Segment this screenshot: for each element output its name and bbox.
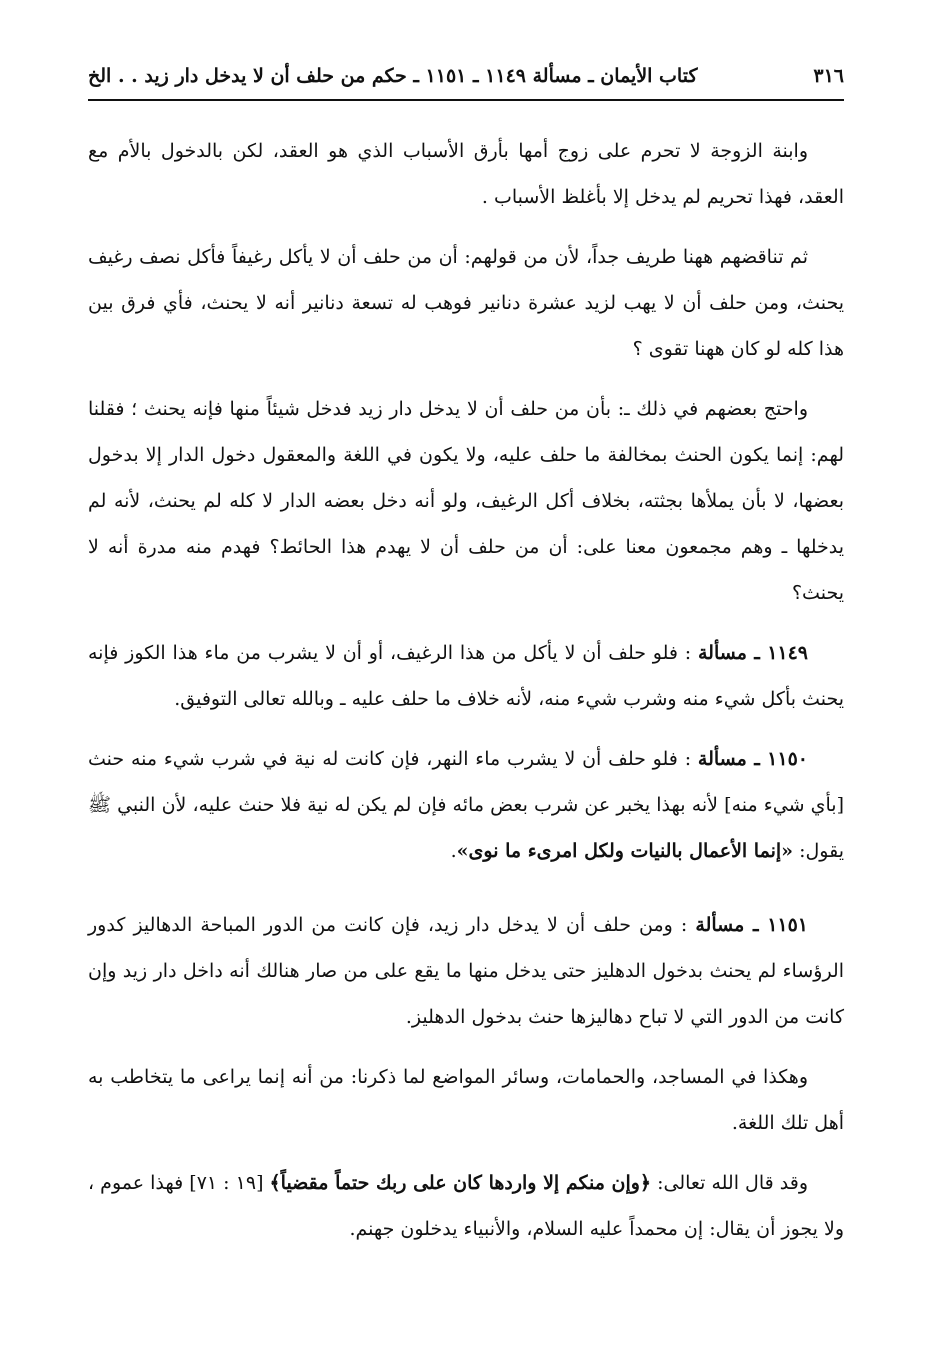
page-number: ٣١٦ <box>813 65 844 87</box>
issue-1149 <box>88 630 844 722</box>
paragraph-3 <box>88 386 844 616</box>
issue-1150 <box>88 736 844 874</box>
issue-label: ١١٤٩ ـ مسألة <box>697 642 809 664</box>
issue-label: ١١٥١ ـ مسألة <box>695 914 809 936</box>
paragraph-7 <box>88 1054 844 1146</box>
running-title: كتاب الأيمان ـ مسألة ١١٤٩ ـ ١١٥١ ـ حكم من حلف أن لا يدخل دار زيد . . الخ <box>88 65 698 87</box>
paragraph-tail: [١٩ : ٧١] فهذا عموم ، ولا يجوز أن يقال: إن محمداً عليه السلام، والأنبياء يدخلون جهنم. <box>88 1172 844 1240</box>
paragraph-1 <box>88 128 844 220</box>
hadith-quote: «إنما الأعمال بالنيات ولكل امرىء ما نوى» <box>456 840 794 862</box>
paragraph-text: : فلو حلف أن لا يشرب ماء النهر، فإن كانت له نية في شرب شيء منه حنث [بأي شيء منه] لأنه بهذا يخبر عن شرب بعض مائه فإن لم يكن له نية فلا حنث عليه، لأن النبي ﷺ يقول: <box>88 748 844 862</box>
paragraph-8 <box>88 1160 844 1252</box>
paragraph-text: : ومن حلف أن لا يدخل دار زيد، فإن كانت من الدور المباحة الدهاليز كدور الرؤساء لم يحنث بدخول الدهليز حتى يدخل منها ما يقع على من صار هنالك أنه داخل دار زيد وإن كانت من الدور التي لا تباح دهاليزها حنث بدخول الدهليز. <box>88 914 844 1028</box>
paragraph-text: ثم تناقضهم ههنا طريف جداً، لأن من قولهم: أن من حلف أن لا يأكل رغيفاً فأكل نصف رغيف يحنث، ومن حلف أن لا يهب لزيد عشرة دنانير فوهب له تسعة دنانير أنه لا يحنث، فأي فرق بين هذا كله لو كان ههنا تقوى ؟ <box>88 246 844 360</box>
quran-quote: ﴿وإن منكم إلا واردها كان على ربك حتماً مقضياً﴾ <box>269 1172 652 1194</box>
paragraph-text: وهكذا في المساجد، والحمامات، وسائر المواضع لما ذكرنا: من أنه إنما يراعى ما يتخاطب به أهل تلك اللغة. <box>88 1066 844 1134</box>
paragraph-text: وابنة الزوجة لا تحرم على زوج أمها بأرق الأسباب الذي هو العقد، لكن بالدخول بالأم مع العقد، فهذا تحريم لم يدخل إلا بأغلظ الأسباب . <box>88 140 844 208</box>
paragraph-text: وقد قال الله تعالى: <box>651 1172 808 1194</box>
issue-label: ١١٥٠ ـ مسألة <box>697 748 808 770</box>
issue-1151 <box>88 902 844 1040</box>
page-body <box>88 128 844 1266</box>
paragraph-text: واحتج بعضهم في ذلك ـ: بأن من حلف أن لا يدخل دار زيد فدخل شيئاً منها فإنه يحنث ؛ فقلنا لهم: إنما يكون الحنث بمخالفة ما حلف عليه، ولا يكون في اللغة والمعقول دخول الدار إلا بدخول بعضها، لا بأن يملأها بجثته، بخلاف أكل الرغيف، ولو أنه دخل بعضه الدار لا كله لم يحنث، لأنه لم يدخلها ـ وهم مجمعون معنا على: أن من حلف أن لا يهدم هذا الحائط؟ فهدم منه مدرة أنه لا يحنث؟ <box>88 398 844 604</box>
paragraph-2 <box>88 234 844 372</box>
page-header <box>88 58 844 94</box>
header-divider <box>88 99 844 101</box>
paragraph-tail: . <box>450 840 457 862</box>
paragraph-text: : فلو حلف أن لا يأكل من هذا الرغيف، أو أن لا يشرب من ماء هذا الكوز فإنه يحنث بأكل شيء منه وشرب شيء منه، لأنه خلاف ما حلف عليه ـ وبالله تعالى التوفيق. <box>88 642 844 710</box>
